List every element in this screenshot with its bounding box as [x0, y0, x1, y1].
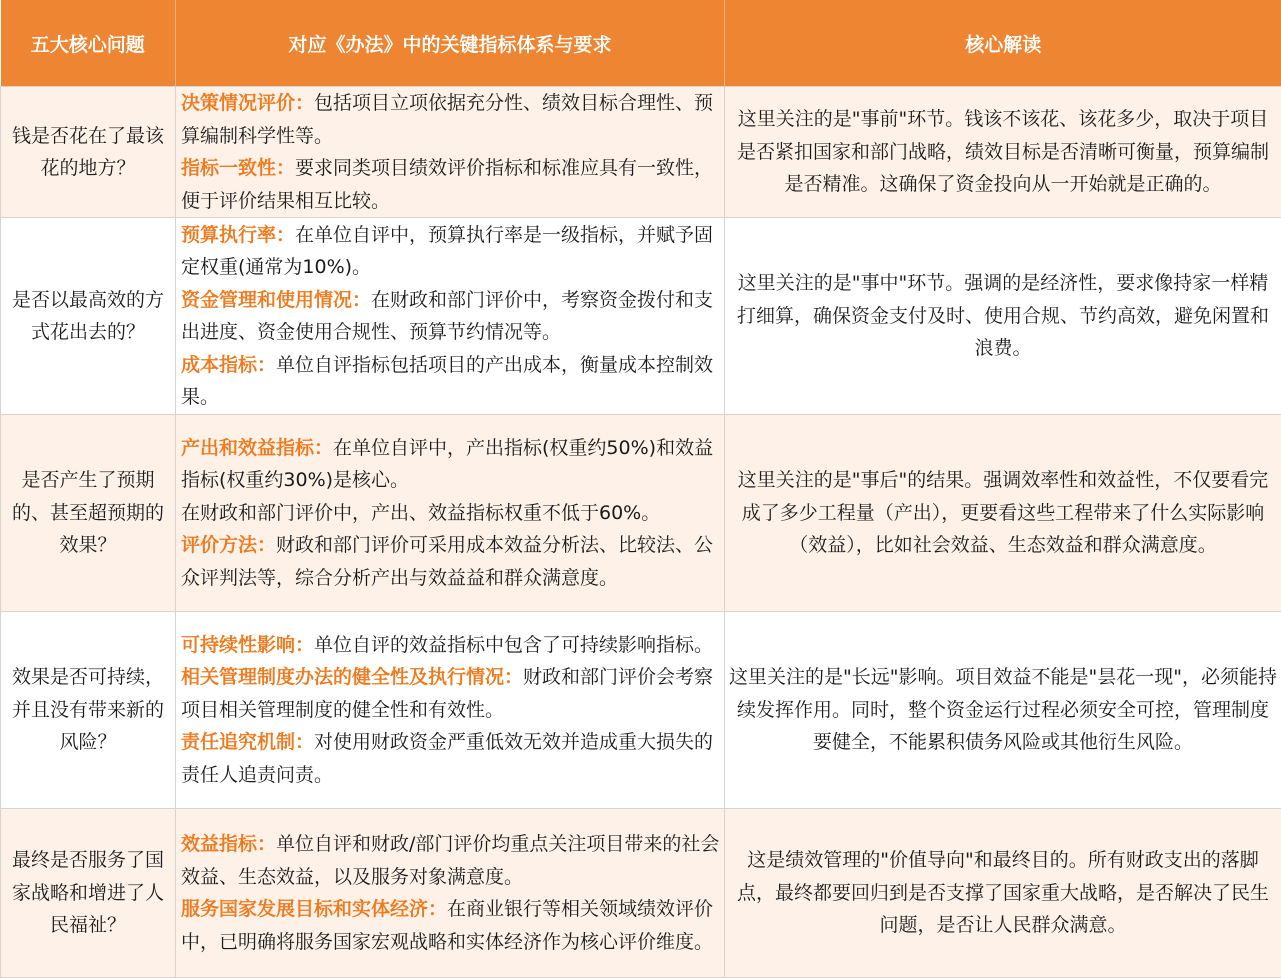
indicator-text: 在单位自评中，预算执行率是一级指标，并赋予固定权重(通常为10%)。 [181, 224, 713, 279]
indicator-text: 单位自评指标包括项目的产出成本，衡量成本控制效果。 [181, 354, 713, 409]
header-core-questions: 五大核心问题 [1, 0, 176, 87]
interpretation-cell: 这里关注的是"事前"环节。钱该不该花、该花多少，取决于项目是否紧扣国家和部门战略，绩效目标是否清晰可衡量，预算编制是否精准。这确保了资金投向从一开始就是正确的。 [725, 87, 1281, 218]
table-row [1, 809, 1281, 978]
indicator-text: 单位自评和财政/部门评价均重点关注项目带来的社会效益、生态效益，以及服务对象满意度。 [181, 833, 719, 888]
interpretation-cell: 这是绩效管理的"价值导向"和最终目的。所有财政支出的落脚点，最终都要回归到是否支撑了国家重大战略，是否解决了民生问题，是否让人民群众满意。 [725, 809, 1281, 978]
question-cell: 是否以最高效的方式花出去的？ [1, 218, 176, 415]
table-row [1, 612, 1281, 809]
indicator-text: 在单位自评中，产出指标(权重约50%)和效益指标(权重约30%)是核心。 [181, 437, 713, 492]
requirements-cell [176, 218, 725, 415]
indicator-text: 财政和部门评价会考察项目相关管理制度的健全性和有效性。 [181, 666, 713, 721]
interpretation-cell: 这里关注的是"事中"环节。强调的是经济性，要求像持家一样精打细算，确保资金支付及时、使用合规、节约高效，避免闲置和浪费。 [725, 218, 1281, 415]
requirements-cell [176, 612, 725, 809]
indicator-text: 包括项目立项依据充分性、绩效目标合理性、预算编制科学性等。 [181, 92, 713, 147]
indicator-keyword: 产出和效益指标： [181, 437, 333, 459]
indicator-keyword: 责任追究机制： [181, 731, 314, 753]
indicator-text: 在财政和部门评价中，考察资金拨付和支出进度、资金使用合规性、预算节约情况等。 [181, 289, 713, 344]
interpretation-cell: 这里关注的是"事后"的结果。强调效率性和效益性，不仅要看完成了多少工程量（产出），更要看这些工程带来了什么实际影响（效益），比如社会效益、生态效益和群众满意度。 [725, 415, 1281, 612]
header-core-interpretation: 核心解读 [725, 0, 1281, 87]
indicator-keyword: 相关管理制度办法的健全性及执行情况： [181, 666, 523, 688]
indicator-text: 要求同类项目绩效评价指标和标准应具有一致性，便于评价结果相互比较。 [181, 157, 713, 212]
indicator-text: 在财政和部门评价中，产出、效益指标权重不低于60%。 [181, 502, 660, 524]
table-header-row [1, 0, 1281, 87]
table-row [1, 218, 1281, 415]
indicator-keyword: 服务国家发展目标和实体经济： [181, 898, 447, 920]
indicator-keyword: 资金管理和使用情况： [181, 289, 371, 311]
indicator-text: 单位自评的效益指标中包含了可持续影响指标。 [314, 634, 713, 656]
question-cell: 效果是否可持续，并且没有带来新的风险？ [1, 612, 176, 809]
indicator-keyword: 可持续性影响： [181, 634, 314, 656]
indicator-text: 财政和部门评价可采用成本效益分析法、比较法、公众评判法等，综合分析产出与效益益和群众满意度。 [181, 534, 713, 589]
question-cell: 最终是否服务了国家战略和增进了人民福祉？ [1, 809, 176, 978]
indicator-keyword: 效益指标： [181, 833, 276, 855]
indicator-keyword: 评价方法： [181, 534, 276, 556]
table-row [1, 415, 1281, 612]
question-cell: 是否产生了预期的、甚至超预期的效果？ [1, 415, 176, 612]
indicator-keyword: 预算执行率： [181, 224, 295, 246]
requirements-cell [176, 415, 725, 612]
interpretation-cell: 这里关注的是"长远"影响。项目效益不能是"昙花一现"，必须能持续发挥作用。同时，整个资金运行过程必须安全可控，管理制度要健全，不能累积债务风险或其他衍生风险。 [725, 612, 1281, 809]
indicator-keyword: 指标一致性： [181, 157, 295, 179]
indicator-text: 对使用财政资金严重低效无效并造成重大损失的责任人追责问责。 [181, 731, 713, 786]
indicator-text: 在商业银行等相关领域绩效评价中，已明确将服务国家宏观战略和实体经济作为核心评价维度。 [181, 898, 713, 953]
question-cell: 钱是否花在了最该花的地方？ [1, 87, 176, 218]
requirements-cell [176, 87, 725, 218]
table-row [1, 87, 1281, 218]
requirements-cell [176, 809, 725, 978]
indicator-keyword: 成本指标： [181, 354, 276, 376]
header-key-indicators: 对应《办法》中的关键指标体系与要求 [176, 0, 725, 87]
indicator-keyword: 决策情况评价： [181, 92, 314, 114]
